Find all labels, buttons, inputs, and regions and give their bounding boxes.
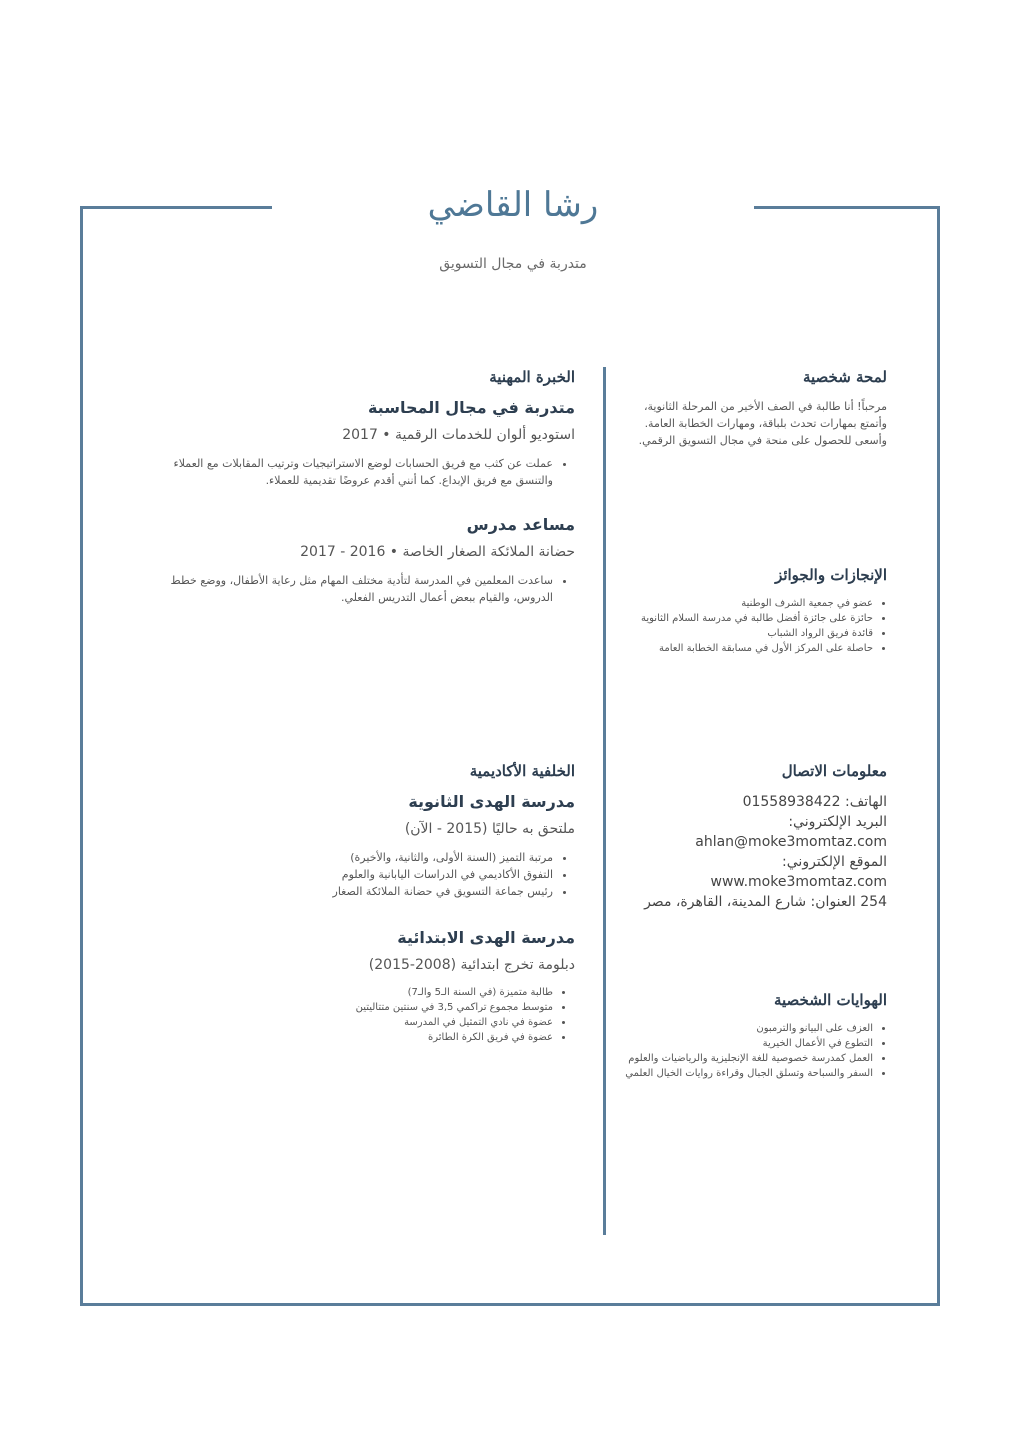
list-item: • مرتبة التميز (السنة الأولى، والثانية، والأخيرة) [165, 849, 553, 866]
list-item: • عضو في جمعية الشرف الوطنية [625, 596, 873, 611]
contact-section [625, 762, 887, 912]
school-title: مدرسة الهدى الثانوية [408, 792, 575, 811]
school-meta: دبلومة تخرج ابتدائية (2008-2015) [368, 957, 575, 973]
job-bullets [165, 572, 575, 606]
list-item: • رئيس جماعة التسويق في حضانة الملائكة الصغار [165, 883, 553, 900]
hobbies-list [625, 1021, 887, 1081]
list-item: • عملت عن كثب مع فريق الحسابات لوضع الاستراتيجيات وترتيب المقابلات مع العملاء والتنسق مع فريق الإبداع. كما أنني أقدم عروضًا تقديمية للعملاء. [165, 455, 553, 489]
list-item: • طالبة متميزة (في السنة الـ5 والـ7) [165, 985, 553, 1000]
contact-website[interactable]: www.moke3momtaz.com [710, 874, 887, 890]
achievements-list [625, 596, 887, 656]
school-bullets [165, 849, 575, 900]
list-item: • حاصلة على المركز الأول في مسابقة الخطابة العامة [625, 641, 873, 656]
hobbies-heading: الهوايات الشخصية [773, 991, 887, 1009]
contact-heading: معلومات الاتصال [781, 762, 887, 780]
contact-email[interactable]: ahlan@moke3momtaz.com [695, 834, 887, 850]
list-item: • حائزة على جائزة أفضل طالبة في مدرسة السلام الثانوية [625, 611, 873, 626]
contact-phone: الهاتف: 01558938422 [742, 794, 887, 810]
school-bullets [165, 985, 575, 1045]
person-name: رشا القاضي [427, 185, 599, 225]
list-item: • ساعدت المعلمين في المدرسة لتأدية مختلف المهام مثل رعاية الأطفال، ووضع خطط الدروس، والقيام ببعض أعمال التدريس الفعلي. [165, 572, 553, 606]
column-divider [603, 367, 606, 1235]
contact-website-label: الموقع الإلكتروني: [782, 854, 887, 870]
job-meta: استوديو ألوان للخدمات الرقمية • 2017 [342, 427, 575, 443]
job-meta: حضانة الملائكة الصغار الخاصة • 2016 - 2017 [300, 544, 575, 560]
profile-text: مرحباً! أنا طالبة في الصف الأخير من المرحلة الثانوية، وأتمتع بمهارات تحدث بلباقة، ومهارات الخطابة العامة. وأسعى للحصول على منحة في مجال التسويق الرقمي. [638, 400, 887, 447]
list-item: • العزف على البيانو والترمبون [625, 1021, 873, 1036]
list-item: • العمل كمدرسة خصوصية للغة الإنجليزية والرياضيات والعلوم [625, 1051, 873, 1066]
list-item: • التطوع في الأعمال الخيرية [625, 1036, 873, 1051]
achievements-section [625, 566, 887, 656]
education-section [165, 762, 575, 1045]
profile-section [625, 368, 887, 449]
hobbies-section [625, 991, 887, 1081]
person-title: متدربة في مجال التسويق [439, 256, 587, 272]
list-item: • متوسط مجموع تراكمي 3,5 في سنتين متتاليتين [165, 1000, 553, 1015]
achievements-heading: الإنجازات والجوائز [775, 566, 887, 584]
profile-heading: لمحة شخصية [802, 368, 887, 386]
list-item: • السفر والسباحة وتسلق الجبال وقراءة روايات الخيال العلمي [625, 1066, 873, 1081]
list-item: • عضوة في فريق الكرة الطائرة [165, 1030, 553, 1045]
school-entry [165, 928, 575, 1045]
list-item: • التفوق الأكاديمي في الدراسات اليابانية والعلوم [165, 866, 553, 883]
contact-address: 254 العنوان: شارع المدينة، القاهرة، مصر [644, 894, 887, 910]
list-item: • قائدة فريق الرواد الشباب [625, 626, 873, 641]
list-item: • عضوة في نادي التمثيل في المدرسة [165, 1015, 553, 1030]
job-title: مساعد مدرس [466, 515, 575, 534]
job-bullets [165, 455, 575, 489]
job-entry [165, 515, 575, 606]
contact-email-label: البريد الإلكتروني: [788, 814, 887, 830]
job-entry [165, 398, 575, 489]
experience-section [165, 368, 575, 606]
school-entry [165, 792, 575, 900]
job-title: متدربة في مجال المحاسبة [367, 398, 575, 417]
school-title: مدرسة الهدى الابتدائية [397, 928, 575, 947]
education-heading: الخلفية الأكاديمية [469, 762, 575, 780]
experience-heading: الخبرة المهنية [489, 368, 575, 386]
school-meta: ملتحق به حاليًا (2015 - الآن) [404, 821, 575, 837]
